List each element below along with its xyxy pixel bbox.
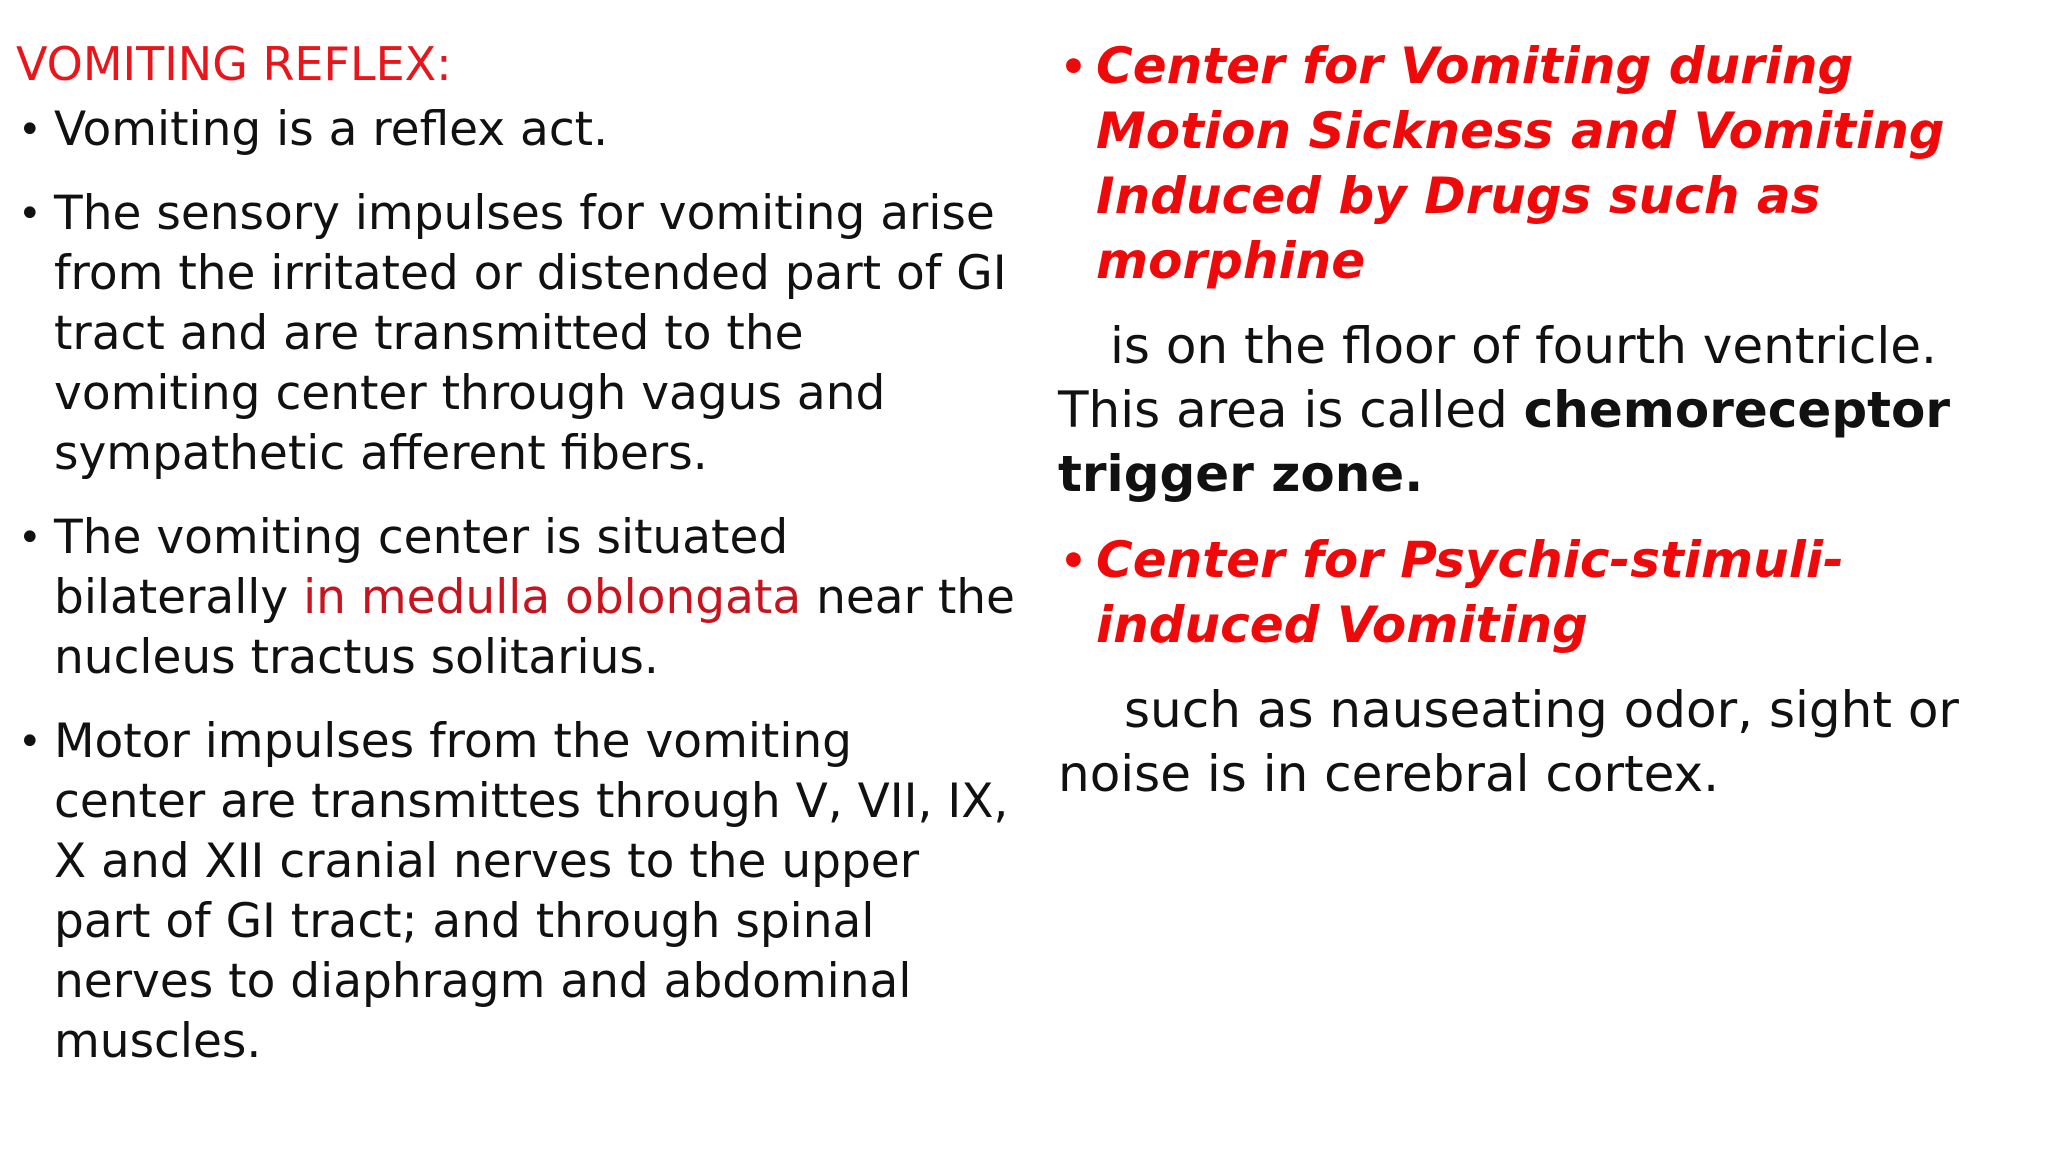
slide-heading: VOMITING REFLEX: [16, 37, 452, 91]
bullet-dot-icon: • [18, 515, 42, 561]
bullet-text-highlight: in medulla oblongata [303, 570, 802, 625]
bullet-item [16, 712, 1016, 1072]
paragraph-text: is on the floor of fourth ventricle. This area is called [1058, 317, 1937, 439]
bullet-text-pre: The vomiting center is situated bilaterally [54, 510, 789, 625]
right-column [1058, 34, 2018, 828]
paragraph-text: such as nauseating odor, sight or noise is in cerebral cortex. [1058, 681, 1959, 803]
bullet-text: Motor impulses from the vomiting center are transmittes through V, VII, IX, X and XII cranial nerves to the upper part of GI tract; and through spinal nerves to diaphragm and abdominal muscles. [54, 714, 1009, 1069]
bullet-dot-icon: • [1060, 536, 1087, 585]
bullet-dot-icon: • [1060, 42, 1087, 91]
bullet-dot-icon: • [18, 191, 42, 237]
bullet-item [16, 100, 1016, 160]
left-column [16, 34, 1016, 1096]
bullet-item [16, 508, 1016, 688]
paragraph-bold-text: chemoreceptor trigger zone. [1058, 381, 1951, 503]
bullet-dot-icon: • [18, 107, 42, 153]
bullet-dot-icon: • [18, 719, 42, 765]
red-bullet-item [1058, 34, 2018, 294]
bullet-text: Vomiting is a reflex act. [54, 102, 609, 157]
bullet-text-post: near the nucleus tractus solitarius. [54, 570, 1015, 685]
paragraph [1058, 678, 2018, 806]
bullet-item [16, 184, 1016, 484]
paragraph [1058, 314, 2018, 506]
bullet-text: The sensory impulses for vomiting arise from the irritated or distended part of GI tract and are transmitted to the vomiting center through vagus and sympathetic afferent fibers. [54, 186, 1007, 481]
red-bullet-text: Center for Psychic-stimuli-induced Vomiting [1096, 531, 1844, 654]
red-bullet-text: Center for Vomiting during Motion Sickness and Vomiting Induced by Drugs such as morphine [1096, 37, 1945, 290]
red-bullet-item [1058, 528, 2018, 658]
